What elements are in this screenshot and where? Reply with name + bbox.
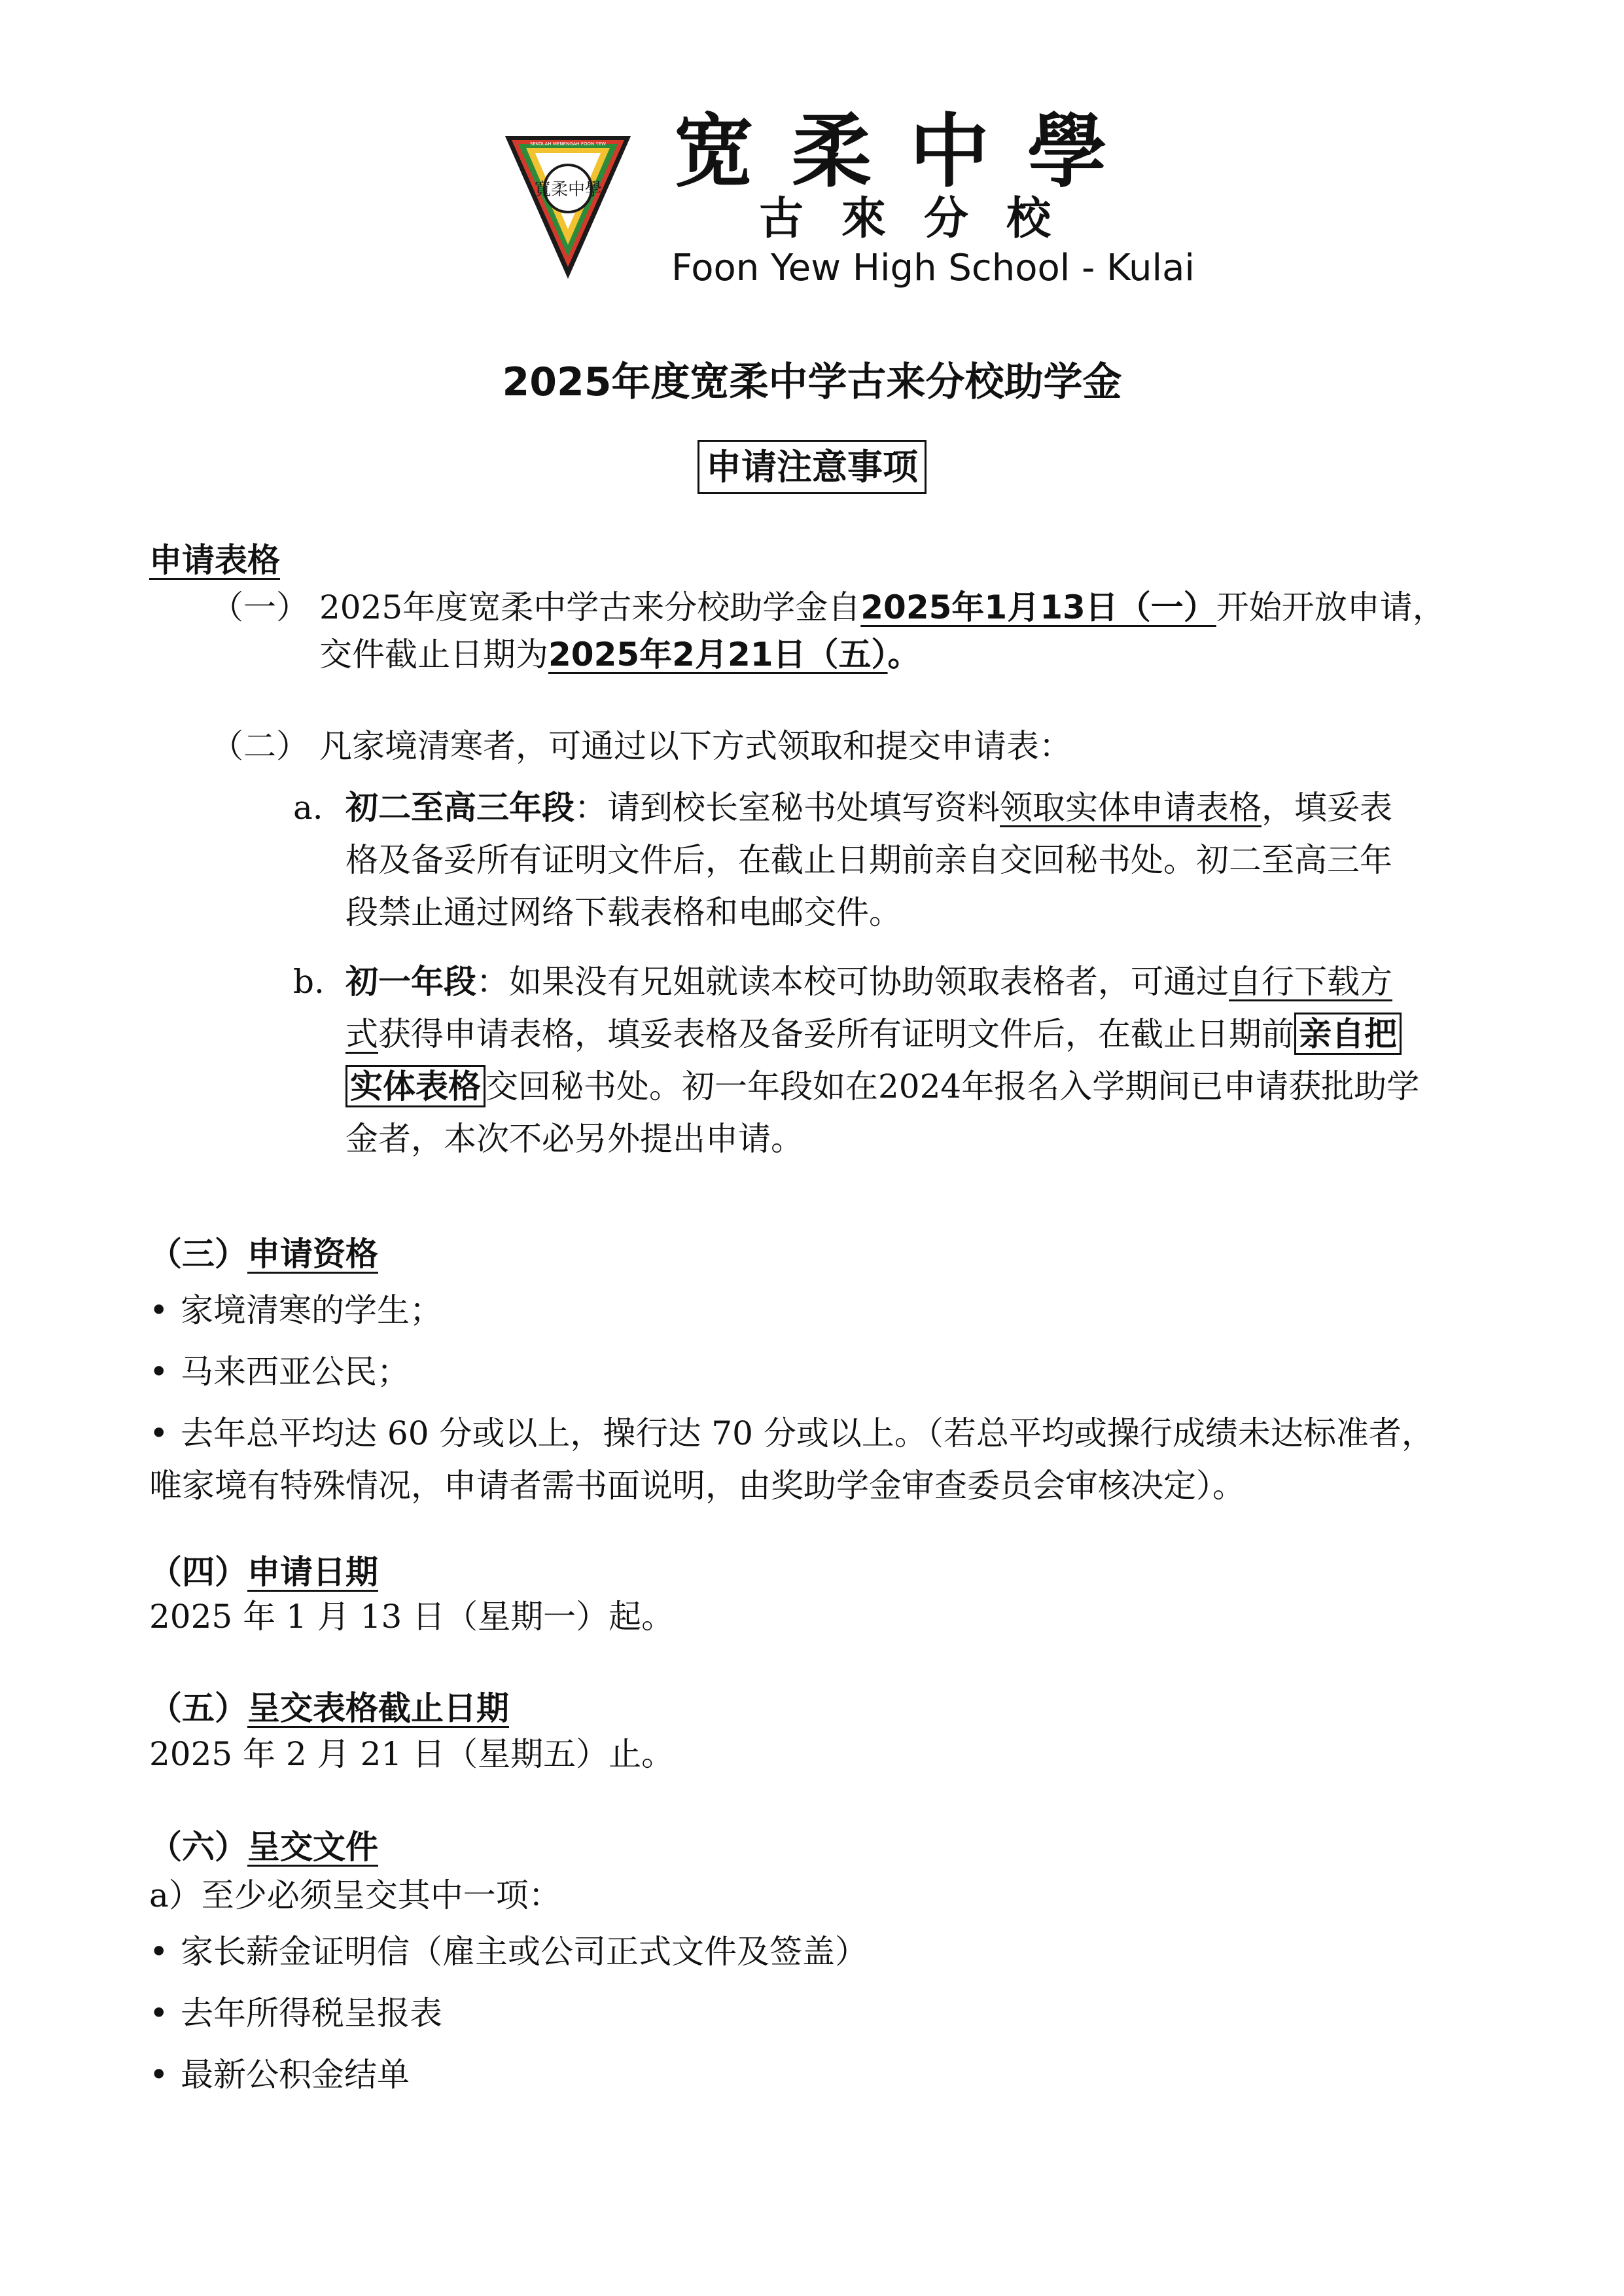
item-2a-line-2: 格及备妥所有证明文件后，在截止日期前亲自交回秘书处。初二至高三年 (345, 841, 1392, 879)
eligibility-item-1: • 家境清寒的学生； (149, 1291, 442, 1329)
item-2a-line-1: 初二至高三年段：请到校长室秘书处填写资料领取实体申请表格，填妥表 (345, 788, 1392, 827)
item-2b-line-1: 初一年段：如果没有兄姐就读本校可协助领取表格者，可通过自行下载方 (345, 962, 1392, 1001)
documents-item-1: • 家长薪金证明信（雇主或公司正式文件及签盖） (149, 1933, 868, 1971)
crest-top-text: SEKOLAH MENENGAH FOON YEW (529, 141, 607, 147)
subtitle-wrapper (0, 440, 1624, 494)
documents-item-3: • 最新公积金结单 (149, 2056, 410, 2094)
page-subtitle: 申请注意事项 (697, 440, 927, 494)
eligibility-item-3: • 去年总平均达 60 分或以上，操行达 70 分或以上。（若总平均或操行成绩未达标准者， (149, 1414, 1434, 1452)
apply-date-text: 2025 年 1 月 13 日（星期一）起。 (149, 1598, 675, 1636)
school-name-chinese: 宽柔中學 (674, 104, 1145, 198)
item-2b-line-2: 式获得申请表格，填妥表格及备妥所有证明文件后，在截止日期前 亲自把 (345, 1014, 1402, 1054)
page-title: 2025年度宽柔中学古来分校助学金 (502, 359, 1122, 405)
section-heading-eligibility: （三）申请资格 (149, 1234, 378, 1273)
school-logo (503, 104, 1195, 295)
item-1-line-1: 2025年度宽柔中学古来分校助学金自2025年1月13日（一）开始开放申请， (319, 588, 1445, 626)
documents-item-2: • 去年所得税呈报表 (149, 1994, 442, 2032)
crest-seal-text: 寬柔中學 (533, 180, 603, 200)
section-heading-apply-date: （四）申请日期 (149, 1552, 378, 1591)
eligibility-item-3-cont: 唯家境有特殊情况，申请者需书面说明，由奖助学金审查委员会审核决定）。 (149, 1467, 1245, 1505)
eligibility-item-2: • 马来西亚公民； (149, 1353, 410, 1391)
item-2-intro: 凡家境清寒者，可通过以下方式领取和提交申请表： (319, 727, 1072, 765)
item-2a-line-3: 段禁止通过网络下载表格和电邮交件。 (345, 893, 902, 931)
documents-sub-a: a）至少必须呈交其中一项： (149, 1876, 561, 1914)
item-2b-line-4: 金者，本次不必另外提出申请。 (345, 1120, 803, 1158)
section-heading-deadline: （五）呈交表格截止日期 (149, 1689, 509, 1727)
item-1-number: （一） (211, 588, 309, 626)
item-2b-marker: b. (293, 963, 325, 1001)
item-2b-line-3: 实体表格 交回秘书处。初一年段如在2024年报名入学期间已申请获批助学 (345, 1067, 1419, 1106)
section-heading-documents: （六）呈交文件 (149, 1827, 378, 1866)
item-2a-marker: a. (293, 789, 323, 827)
item-1-line-2: 交件截止日期为2025年2月21日（五）。 (319, 636, 921, 673)
branch-name-chinese: 古來分校 (759, 192, 1089, 245)
item-2-number: （二） (211, 727, 309, 765)
school-crest-icon (503, 131, 633, 281)
school-name-english: Foon Yew High School - Kulai (671, 247, 1195, 289)
deadline-text: 2025 年 2 月 21 日（星期五）止。 (149, 1735, 675, 1773)
section-heading-form: 申请表格 (149, 541, 280, 579)
